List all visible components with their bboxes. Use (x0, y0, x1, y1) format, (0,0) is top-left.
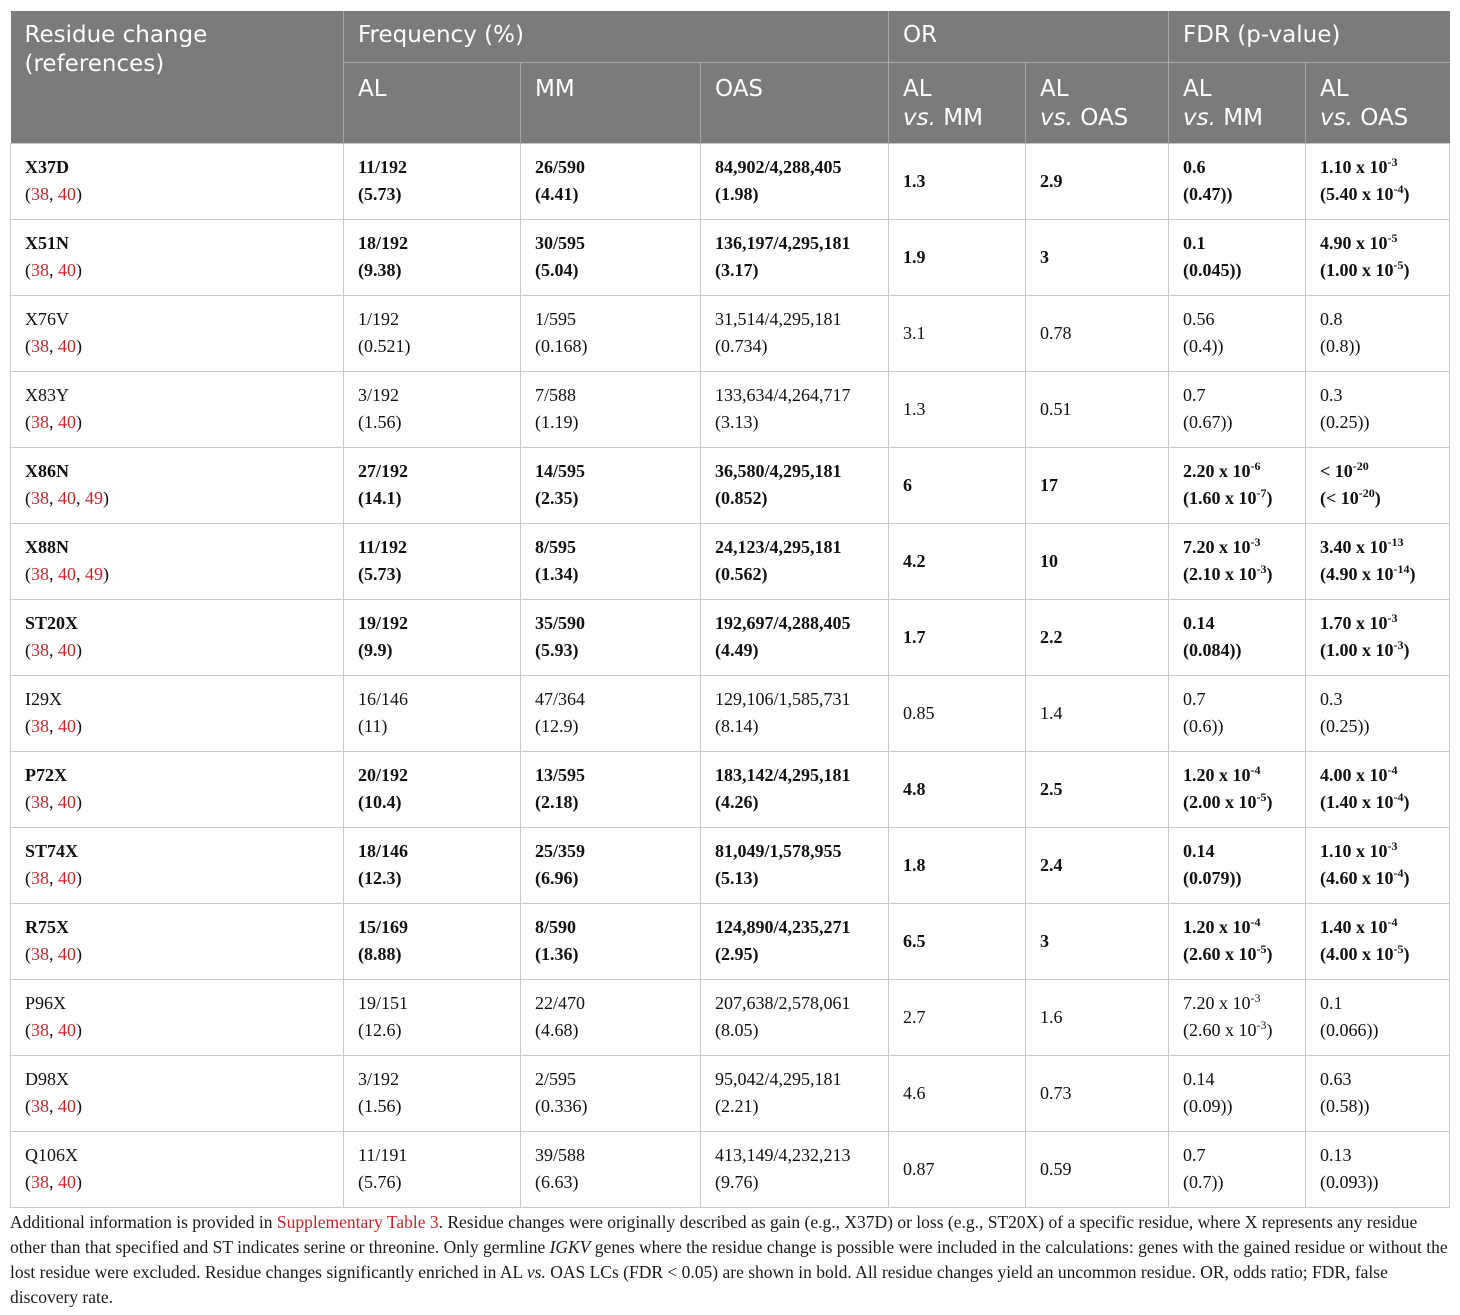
cell-residue-change (11, 296, 344, 372)
cell-fdr-al-vs-oas: < $10^{-20}$ (< $10^{-20}$) (1306, 448, 1450, 524)
reference-link[interactable]: 40 (58, 1172, 76, 1192)
cell-oas: 84,902/4,288,405 (1.98) (701, 144, 889, 220)
cell-fdr-al-vs-mm: 0.7 (0.67)) (1169, 372, 1306, 448)
table-footnote: Additional information is provided in Supplementary Table 3. Residue changes were originally described as gain (e.g., X37D) or loss (e.g., ST20X) of a specific residue, where X represents any residue other than that specified and ST indicates serine or threonine. Only germline IGKV genes where the residue change is possible were included in the calculations: genes with the gained residue or without the lost residue were excluded. Residue changes significantly enriched in AL vs. OAS LCs (FDR < 0.05) are shown in bold. All residue changes yield an uncommon residue. OR, odds ratio; FDR, false discovery rate. (10, 1212, 1448, 1307)
cell-or-al-vs-mm: 0.87 (889, 1132, 1026, 1208)
cell-al: 27/192 (14.1) (344, 448, 521, 524)
cell-fdr-al-vs-oas: 0.8 (0.8)) (1306, 296, 1450, 372)
references: (38, 40) (25, 1020, 82, 1040)
residue-name: Q106X (25, 1145, 78, 1165)
exponent: -4 (1250, 915, 1261, 929)
table-row (11, 600, 1450, 676)
cell-or-al-vs-oas: 1.4 (1026, 676, 1169, 752)
residue-name: ST74X (25, 841, 79, 861)
reference-link[interactable]: 40 (58, 944, 76, 964)
reference-link[interactable]: 40 (58, 184, 76, 204)
residue-change-table (10, 11, 1450, 1208)
reference-link[interactable]: 40 (58, 868, 76, 888)
reference-link[interactable]: 38 (31, 944, 49, 964)
references: (38, 40, 49) (25, 488, 109, 508)
supplementary-table-link[interactable]: Supplementary Table 3 (276, 1212, 439, 1232)
cell-or-al-vs-mm: 4.2 (889, 524, 1026, 600)
reference-link[interactable]: 40 (58, 1096, 76, 1116)
table-body (11, 144, 1450, 1208)
exponent: -7 (1256, 486, 1267, 500)
cell-oas: 95,042/4,295,181 (2.21) (701, 1056, 889, 1132)
reference-link[interactable]: 40 (58, 412, 76, 432)
header-or: OR (889, 11, 1169, 63)
cell-fdr-al-vs-mm: 0.1 (0.045)) (1169, 220, 1306, 296)
reference-link[interactable]: 38 (31, 1172, 49, 1192)
cell-mm: 30/595 (5.04) (521, 220, 701, 296)
cell-fdr-al-vs-mm: 0.14 (0.079)) (1169, 828, 1306, 904)
header-fdr-al-vs-mm: AL vs. MM (1169, 63, 1306, 144)
exponent: -4 (1393, 790, 1404, 804)
reference-link[interactable]: 38 (31, 868, 49, 888)
cell-residue-change (11, 144, 344, 220)
cell-or-al-vs-oas: 2.9 (1026, 144, 1169, 220)
cell-mm: 47/364 (12.9) (521, 676, 701, 752)
cell-mm: 8/595 (1.34) (521, 524, 701, 600)
cell-residue-change (11, 1132, 344, 1208)
cell-or-al-vs-oas: 0.78 (1026, 296, 1169, 372)
cell-fdr-al-vs-mm: 7.20 x $10^{-3}$ (2.60 x $10^{-3}$) (1169, 980, 1306, 1056)
cell-or-al-vs-oas: 3 (1026, 904, 1169, 980)
reference-link[interactable]: 40 (58, 716, 76, 736)
residue-name: D98X (25, 1069, 69, 1089)
reference-link[interactable]: 38 (31, 640, 49, 660)
table-row (11, 448, 1450, 524)
cell-or-al-vs-oas: 2.5 (1026, 752, 1169, 828)
table-row (11, 980, 1450, 1056)
cell-mm: 13/595 (2.18) (521, 752, 701, 828)
reference-link[interactable]: 38 (31, 488, 49, 508)
reference-link[interactable]: 40 (58, 792, 76, 812)
cell-residue-change (11, 220, 344, 296)
table-row (11, 524, 1450, 600)
reference-link[interactable]: 40 (58, 1020, 76, 1040)
cell-fdr-al-vs-oas: 1.10 x $10^{-3}$ (4.60 x $10^{-4}$) (1306, 828, 1450, 904)
reference-link[interactable]: 49 (85, 488, 103, 508)
cell-or-al-vs-oas: 2.2 (1026, 600, 1169, 676)
cell-or-al-vs-oas: 10 (1026, 524, 1169, 600)
cell-oas: 136,197/4,295,181 (3.17) (701, 220, 889, 296)
table-row (11, 828, 1450, 904)
cell-fdr-al-vs-oas: 3.40 x $10^{-13}$ (4.90 x $10^{-14}$) (1306, 524, 1450, 600)
cell-mm: 8/590 (1.36) (521, 904, 701, 980)
exponent: -3 (1387, 839, 1398, 853)
reference-link[interactable]: 38 (31, 1020, 49, 1040)
reference-link[interactable]: 38 (31, 1096, 49, 1116)
cell-oas: 36,580/4,295,181 (0.852) (701, 448, 889, 524)
cell-fdr-al-vs-oas: 4.00 x $10^{-4}$ (1.40 x $10^{-4}$) (1306, 752, 1450, 828)
exponent: -3 (1387, 611, 1398, 625)
cell-residue-change (11, 524, 344, 600)
cell-mm: 7/588 (1.19) (521, 372, 701, 448)
cell-mm: 25/359 (6.96) (521, 828, 701, 904)
header-al: AL (344, 63, 521, 144)
table-row (11, 1132, 1450, 1208)
references: (38, 40) (25, 868, 82, 888)
residue-name: R75X (25, 917, 69, 937)
cell-or-al-vs-oas: 0.73 (1026, 1056, 1169, 1132)
cell-or-al-vs-mm: 6 (889, 448, 1026, 524)
reference-link[interactable]: 38 (31, 184, 49, 204)
cell-fdr-al-vs-oas: 0.3 (0.25)) (1306, 372, 1450, 448)
exponent: -5 (1393, 942, 1404, 956)
table-row (11, 676, 1450, 752)
cell-al: 20/192 (10.4) (344, 752, 521, 828)
cell-or-al-vs-oas: 17 (1026, 448, 1169, 524)
cell-or-al-vs-mm: 1.7 (889, 600, 1026, 676)
cell-al: 3/192 (1.56) (344, 1056, 521, 1132)
header-or-al-vs-oas: AL vs. OAS (1026, 63, 1169, 144)
exponent: -20 (1352, 459, 1369, 473)
cell-fdr-al-vs-mm: 1.20 x $10^{-4}$ (2.00 x $10^{-5}$) (1169, 752, 1306, 828)
header-row-groups (11, 11, 1450, 63)
reference-link[interactable]: 49 (85, 564, 103, 584)
header-fdr: FDR (p-value) (1169, 11, 1450, 63)
exponent: -3 (1250, 535, 1261, 549)
reference-link[interactable]: 38 (31, 716, 49, 736)
cell-fdr-al-vs-mm: 0.7 (0.6)) (1169, 676, 1306, 752)
cell-oas: 207,638/2,578,061 (8.05) (701, 980, 889, 1056)
reference-link[interactable]: 38 (31, 564, 49, 584)
residue-name: ST20X (25, 613, 79, 633)
exponent: -4 (1393, 182, 1404, 196)
header-residue-change: Residue change (references) (11, 11, 344, 144)
references: (38, 40) (25, 336, 82, 356)
cell-or-al-vs-oas: 0.59 (1026, 1132, 1169, 1208)
cell-fdr-al-vs-mm: 0.14 (0.09)) (1169, 1056, 1306, 1132)
cell-fdr-al-vs-mm: 1.20 x $10^{-4}$ (2.60 x $10^{-5}$) (1169, 904, 1306, 980)
cell-mm: 35/590 (5.93) (521, 600, 701, 676)
table-row (11, 904, 1450, 980)
exponent: -4 (1393, 866, 1404, 880)
references: (38, 40) (25, 944, 82, 964)
cell-mm: 2/595 (0.336) (521, 1056, 701, 1132)
cell-oas: 124,890/4,235,271 (2.95) (701, 904, 889, 980)
residue-name: P72X (25, 765, 67, 785)
references: (38, 40, 49) (25, 564, 109, 584)
references: (38, 40) (25, 412, 82, 432)
exponent: -20 (1358, 486, 1375, 500)
reference-link[interactable]: 40 (58, 336, 76, 356)
exponent: -3 (1387, 155, 1398, 169)
exponent: -13 (1387, 535, 1404, 549)
cell-fdr-al-vs-oas: 1.70 x $10^{-3}$ (1.00 x $10^{-3}$) (1306, 600, 1450, 676)
cell-or-al-vs-mm: 1.8 (889, 828, 1026, 904)
residue-name: X86N (25, 461, 69, 481)
cell-oas: 192,697/4,288,405 (4.49) (701, 600, 889, 676)
references: (38, 40) (25, 260, 82, 280)
references: (38, 40) (25, 1172, 82, 1192)
cell-oas: 31,514/4,295,181 (0.734) (701, 296, 889, 372)
table-row (11, 296, 1450, 372)
cell-al: 11/191 (5.76) (344, 1132, 521, 1208)
reference-link[interactable]: 38 (31, 792, 49, 812)
references: (38, 40) (25, 184, 82, 204)
cell-residue-change (11, 1056, 344, 1132)
cell-residue-change (11, 904, 344, 980)
exponent: -5 (1393, 258, 1404, 272)
cell-oas: 413,149/4,232,213 (9.76) (701, 1132, 889, 1208)
cell-or-al-vs-mm: 1.3 (889, 372, 1026, 448)
cell-or-al-vs-oas: 3 (1026, 220, 1169, 296)
cell-residue-change (11, 676, 344, 752)
reference-link[interactable]: 38 (31, 260, 49, 280)
cell-fdr-al-vs-mm: 7.20 x $10^{-3}$ (2.10 x $10^{-3}$) (1169, 524, 1306, 600)
exponent: -3 (1393, 638, 1404, 652)
cell-residue-change (11, 980, 344, 1056)
residue-name: P96X (25, 993, 67, 1013)
cell-al: 19/151 (12.6) (344, 980, 521, 1056)
cell-al: 3/192 (1.56) (344, 372, 521, 448)
cell-or-al-vs-mm: 3.1 (889, 296, 1026, 372)
cell-or-al-vs-mm: 4.6 (889, 1056, 1026, 1132)
exponent: -5 (1387, 231, 1398, 245)
cell-al: 18/146 (12.3) (344, 828, 521, 904)
residue-name: X37D (25, 157, 69, 177)
exponent: -4 (1387, 763, 1398, 777)
references: (38, 40) (25, 640, 82, 660)
cell-fdr-al-vs-oas: 1.10 x $10^{-3}$ (5.40 x $10^{-4}$) (1306, 144, 1450, 220)
table-row (11, 752, 1450, 828)
cell-oas: 129,106/1,585,731 (8.14) (701, 676, 889, 752)
cell-fdr-al-vs-oas: 0.63 (0.58)) (1306, 1056, 1450, 1132)
cell-oas: 24,123/4,295,181 (0.562) (701, 524, 889, 600)
cell-fdr-al-vs-oas: 0.3 (0.25)) (1306, 676, 1450, 752)
cell-fdr-al-vs-mm: 0.14 (0.084)) (1169, 600, 1306, 676)
cell-residue-change (11, 752, 344, 828)
exponent: -3 (1256, 1018, 1267, 1032)
cell-residue-change (11, 828, 344, 904)
cell-mm: 26/590 (4.41) (521, 144, 701, 220)
reference-link[interactable]: 40 (58, 564, 76, 584)
residue-name: I29X (25, 689, 62, 709)
cell-or-al-vs-mm: 4.8 (889, 752, 1026, 828)
cell-fdr-al-vs-mm: 0.56 (0.4)) (1169, 296, 1306, 372)
exponent: -3 (1250, 991, 1261, 1005)
cell-or-al-vs-mm: 1.9 (889, 220, 1026, 296)
references: (38, 40) (25, 792, 82, 812)
exponent: -14 (1393, 562, 1410, 576)
exponent: -6 (1250, 459, 1261, 473)
cell-oas: 183,142/4,295,181 (4.26) (701, 752, 889, 828)
cell-or-al-vs-oas: 1.6 (1026, 980, 1169, 1056)
table-row (11, 372, 1450, 448)
table-row (11, 1056, 1450, 1132)
cell-al: 18/192 (9.38) (344, 220, 521, 296)
cell-or-al-vs-mm: 1.3 (889, 144, 1026, 220)
cell-or-al-vs-mm: 0.85 (889, 676, 1026, 752)
cell-mm: 14/595 (2.35) (521, 448, 701, 524)
cell-residue-change (11, 372, 344, 448)
header-oas: OAS (701, 63, 889, 144)
cell-fdr-al-vs-oas: 0.13 (0.093)) (1306, 1132, 1450, 1208)
cell-al: 15/169 (8.88) (344, 904, 521, 980)
cell-fdr-al-vs-oas: 4.90 x $10^{-5}$ (1.00 x $10^{-5}$) (1306, 220, 1450, 296)
table-row (11, 220, 1450, 296)
residue-name: X88N (25, 537, 69, 557)
reference-link[interactable]: 38 (31, 336, 49, 356)
exponent: -4 (1250, 763, 1261, 777)
table-container (10, 11, 1449, 1208)
cell-or-al-vs-mm: 6.5 (889, 904, 1026, 980)
residue-name: X83Y (25, 385, 69, 405)
cell-fdr-al-vs-oas: 1.40 x $10^{-4}$ (4.00 x $10^{-5}$) (1306, 904, 1450, 980)
cell-al: 19/192 (9.9) (344, 600, 521, 676)
cell-al: 11/192 (5.73) (344, 144, 521, 220)
cell-fdr-al-vs-mm: 2.20 x $10^{-6}$ (1.60 x $10^{-7}$) (1169, 448, 1306, 524)
residue-name: X76V (25, 309, 69, 329)
cell-mm: 22/470 (4.68) (521, 980, 701, 1056)
references: (38, 40) (25, 716, 82, 736)
header-or-al-vs-mm: AL vs. MM (889, 63, 1026, 144)
cell-oas: 133,634/4,264,717 (3.13) (701, 372, 889, 448)
references: (38, 40) (25, 1096, 82, 1116)
cell-fdr-al-vs-mm: 0.6 (0.47)) (1169, 144, 1306, 220)
reference-link[interactable]: 40 (58, 488, 76, 508)
cell-fdr-al-vs-oas: 0.1 (0.066)) (1306, 980, 1450, 1056)
cell-or-al-vs-oas: 2.4 (1026, 828, 1169, 904)
header-mm: MM (521, 63, 701, 144)
exponent: -5 (1256, 790, 1267, 804)
cell-al: 16/146 (11) (344, 676, 521, 752)
cell-mm: 1/595 (0.168) (521, 296, 701, 372)
table-row (11, 144, 1450, 220)
residue-name: X51N (25, 233, 69, 253)
cell-al: 11/192 (5.73) (344, 524, 521, 600)
header-frequency: Frequency (%) (344, 11, 889, 63)
cell-residue-change (11, 600, 344, 676)
reference-link[interactable]: 40 (58, 640, 76, 660)
reference-link[interactable]: 40 (58, 260, 76, 280)
reference-link[interactable]: 38 (31, 412, 49, 432)
cell-or-al-vs-oas: 0.51 (1026, 372, 1169, 448)
exponent: -4 (1387, 915, 1398, 929)
exponent: -5 (1256, 942, 1267, 956)
cell-fdr-al-vs-mm: 0.7 (0.7)) (1169, 1132, 1306, 1208)
cell-oas: 81,049/1,578,955 (5.13) (701, 828, 889, 904)
cell-al: 1/192 (0.521) (344, 296, 521, 372)
exponent: -3 (1256, 562, 1267, 576)
cell-residue-change (11, 448, 344, 524)
header-fdr-al-vs-oas: AL vs. OAS (1306, 63, 1450, 144)
cell-or-al-vs-mm: 2.7 (889, 980, 1026, 1056)
cell-mm: 39/588 (6.63) (521, 1132, 701, 1208)
